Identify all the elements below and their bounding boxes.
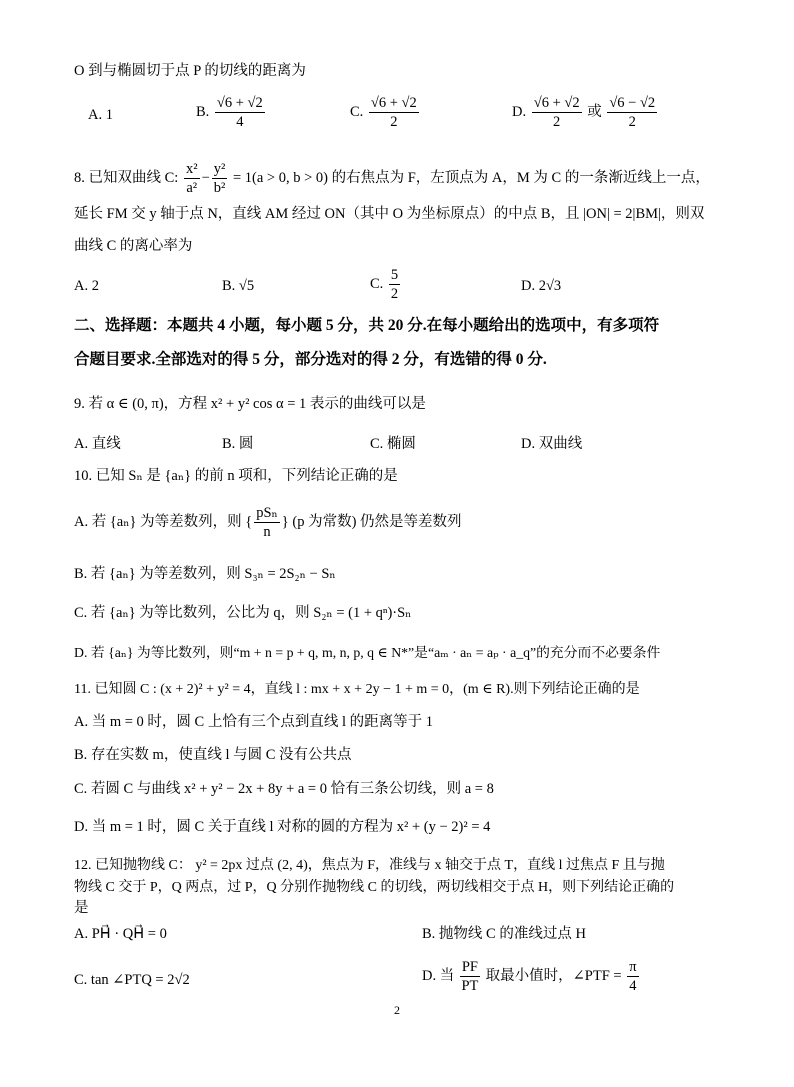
q12-stem-line2: 物线 C 交于 P，Q 两点，过 P，Q 分别作抛物线 C 的切线，两切线相交于点 H，则下列结论正确的 (74, 880, 675, 895)
q10-option-d: D. 若 {aₙ} 为等比数列，则“m + n = p + q, m, n, p, q ∈ N*”是“aₘ · aₙ = aₚ · a_q”的充分而不必要条件 (74, 645, 661, 660)
q8-stem-line3: 曲线 C 的离心率为 (74, 238, 193, 254)
q10-option-b: B. 若 {aₙ} 为等差数列，则 S₃ₙ = 2S₂ₙ − Sₙ (74, 566, 336, 582)
q8-option-d: D. 2√3 (521, 278, 562, 294)
q7-stem-tail: O 到与椭圆切于点 P 的切线的距离为 (74, 63, 306, 79)
section2-heading-line2: 合题目要求.全部选对的得 5 分，部分选对的得 2 分，有选错的得 0 分. (74, 351, 547, 368)
q7-option-b: B. $\frac{√6 + √2}{4}$ (196, 95, 263, 130)
q9-option-c: C. 椭圆 (370, 436, 416, 452)
q9-option-b: B. 圆 (222, 436, 254, 452)
q8-option-a: A. 2 (74, 278, 99, 294)
q12-option-b: B. 抛物线 C 的准线过点 H (422, 926, 586, 942)
section2-heading-line1: 二、选择题：本题共 4 小题，每小题 5 分，共 20 分.在每小题给出的选项中，有多项符 (74, 317, 660, 334)
q10-option-c: C. 若 {aₙ} 为等比数列，公比为 q，则 S₂ₙ = (1 + qⁿ)·Sₙ (74, 605, 412, 621)
q8-stem-line1: 8. 已知双曲线 C: $\frac{\text{x²}}{\text{a²}}$ − $\frac{\text{y²}}{\text{b²}}$ = 1(a > 0, b > 0) 的右焦点为 F，左顶点为 A，M 为 C 的一条渐近线上一点， (74, 161, 710, 196)
q7-option-a: A. 1 (88, 107, 113, 123)
q10-option-a: A. 若 {aₙ} 为等差数列，则 { $\frac{\text{pSₙ}}{n}$ } (p 为常数) 仍然是等差数列 (74, 505, 462, 540)
q7-option-c: C. $\frac{√6 + √2}{2}$ (350, 95, 417, 130)
q9-option-d: D. 双曲线 (521, 436, 583, 452)
q12-stem-line3: 是 (74, 900, 89, 916)
page-number: 2 (394, 1003, 400, 1017)
q9-option-a: A. 直线 (74, 436, 121, 452)
q8-option-c: C. $\frac{5}{2}$ (370, 267, 399, 302)
q11-stem: 11. 已知圆 C : (x + 2)² + y² = 4，直线 l : mx + x + 2y − 1 + m = 0，(m ∈ R).则下列结论正确的是 (74, 682, 640, 697)
q7-option-d: D. $\frac{√6 + √2}{2}$ 或 $\frac{√6 - √2}{2}$ (512, 95, 656, 130)
q12-option-a: A. PH⃗ · QH⃗ = 0 (74, 926, 167, 942)
q11-option-b: B. 存在实数 m，使直线 l 与圆 C 没有公共点 (74, 747, 352, 763)
q11-option-a: A. 当 m = 0 时，圆 C 上恰有三个点到直线 l 的距离等于 1 (74, 714, 434, 730)
q12-option-c: C. tan ∠PTQ = 2√2 (74, 972, 190, 988)
q12-option-d: D. 当 $\frac{PF}{PT}$ 取最小值时，∠PTF = $\frac{\pi}{4}$ (422, 959, 637, 994)
q9-stem: 9. 若 α ∈ (0, π)，方程 x² + y² cos α = 1 表示的曲线可以是 (74, 396, 426, 412)
q8-stem-line2: 延长 FM 交 y 轴于点 N，直线 AM 经过 ON（其中 O 为坐标原点）的中点 B，且 |ON| = 2|BM|，则双 (74, 206, 705, 222)
q11-option-d: D. 当 m = 1 时，圆 C 关于直线 l 对称的圆的方程为 x² + (y − 2)² = 4 (74, 819, 491, 835)
q10-stem: 10. 已知 Sₙ 是 {aₙ} 的前 n 项和，下列结论正确的是 (74, 468, 398, 484)
q11-option-c: C. 若圆 C 与曲线 x² + y² − 2x + 8y + a = 0 恰有三条公切线，则 a = 8 (74, 781, 494, 797)
q8-option-b: B. √5 (222, 278, 255, 294)
q12-stem-line1: 12. 已知抛物线 C： y² = 2px 过点 (2, 4)，焦点为 F，准线与 x 轴交于点 T，直线 l 过焦点 F 且与抛 (74, 858, 665, 873)
